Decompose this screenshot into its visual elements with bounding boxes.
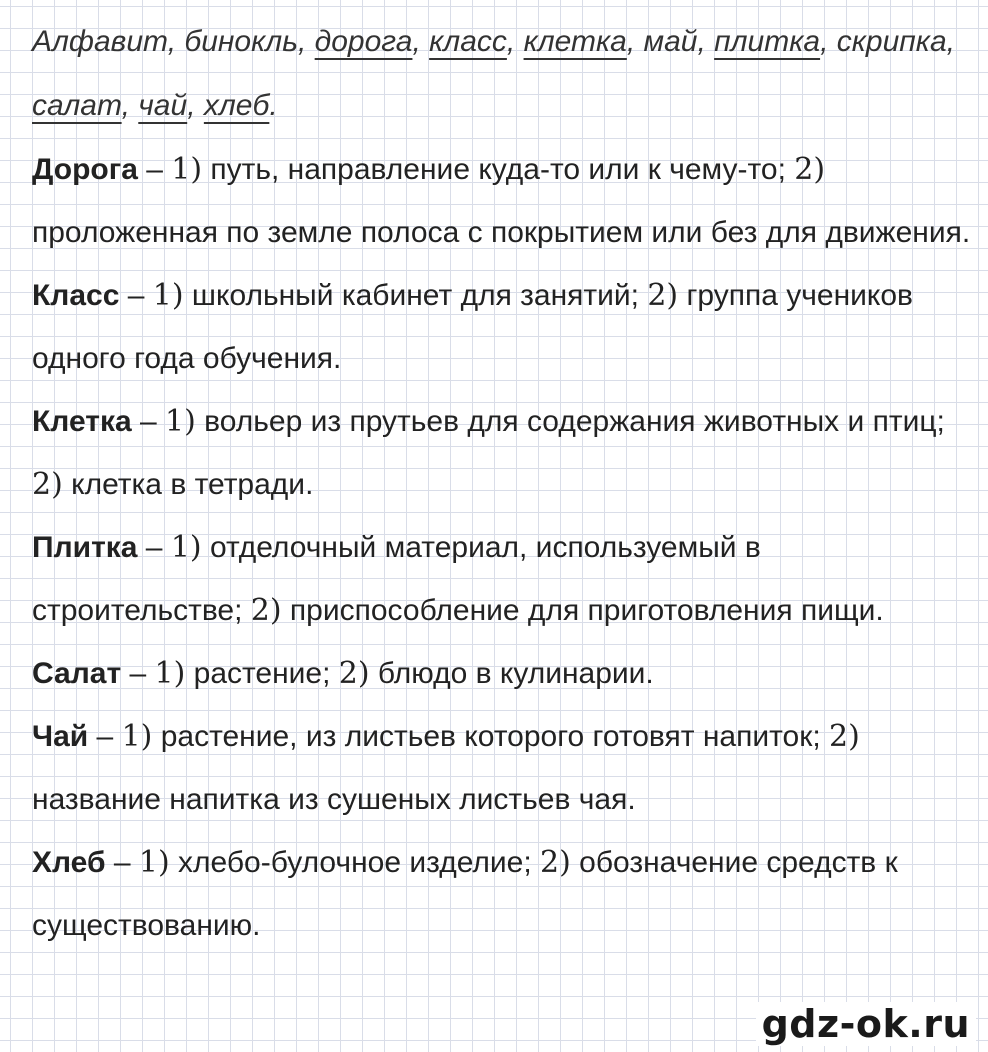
word: скрипка bbox=[836, 25, 947, 58]
meaning-text: растение, из листьев которого готовят напиток; bbox=[152, 720, 829, 753]
definition-entry bbox=[32, 390, 972, 516]
meaning-number: 2) bbox=[540, 845, 571, 880]
word-separator: , bbox=[697, 25, 715, 58]
meaning-text: вольер из прутьев для содержания животных и птиц; bbox=[195, 405, 945, 438]
meaning-number: 2) bbox=[647, 278, 679, 313]
meaning-text: хлебо-булочное изделие; bbox=[169, 846, 540, 879]
definition-entry bbox=[32, 138, 972, 264]
entry-term: Дорога bbox=[32, 153, 138, 186]
meaning-number: 1) bbox=[165, 404, 196, 439]
meaning-number: 1) bbox=[154, 656, 186, 691]
entry-term: Хлеб bbox=[32, 846, 106, 879]
meaning-number: 1) bbox=[171, 152, 203, 187]
meaning-text: растение; bbox=[185, 657, 339, 690]
meaning-text: путь, направление куда-то или к чему-то; bbox=[202, 153, 795, 186]
word-separator: , bbox=[167, 25, 185, 58]
entry-term: Плитка bbox=[32, 531, 138, 564]
meaning-number: 2) bbox=[794, 152, 826, 187]
word-separator: . bbox=[269, 89, 278, 122]
meaning-number: 1) bbox=[121, 719, 153, 754]
entry-dash: – bbox=[137, 153, 172, 186]
word: май bbox=[643, 25, 698, 58]
meaning-text: блюдо в кулинарии. bbox=[369, 657, 654, 690]
meaning-number: 1) bbox=[170, 530, 202, 565]
word-list bbox=[32, 10, 972, 138]
word-separator: , bbox=[506, 25, 524, 58]
definition-entry bbox=[32, 516, 972, 642]
underlined-word: клетка bbox=[523, 25, 627, 58]
entry-dash: – bbox=[105, 846, 139, 879]
word-separator: , bbox=[412, 25, 430, 58]
meaning-text: приспособление для приготовления пищи. bbox=[281, 594, 884, 627]
meaning-number: 2) bbox=[32, 467, 63, 502]
word-separator: , bbox=[820, 25, 837, 58]
underlined-word: класс bbox=[429, 25, 507, 58]
word-separator: , bbox=[626, 25, 644, 58]
underlined-word: салат bbox=[32, 89, 122, 122]
meaning-text: клетка в тетради. bbox=[62, 468, 314, 501]
entry-term: Чай bbox=[32, 720, 89, 753]
definition-entry bbox=[32, 705, 972, 831]
definitions-list bbox=[32, 138, 972, 957]
underlined-word: дорога bbox=[314, 25, 413, 58]
meaning-number: 2) bbox=[338, 656, 370, 691]
meaning-text: школьный кабинет для занятий; bbox=[183, 279, 648, 312]
meaning-number: 2) bbox=[250, 593, 282, 628]
meaning-text: обозначение средств к существованию. bbox=[32, 846, 898, 942]
meaning-text: группа учеников одного года обучения. bbox=[32, 279, 913, 375]
site-watermark: gdz-ok.ru bbox=[756, 1002, 976, 1046]
entry-dash: – bbox=[121, 657, 155, 690]
entry-dash: – bbox=[137, 531, 171, 564]
entry-term: Класс bbox=[32, 279, 120, 312]
entry-dash: – bbox=[88, 720, 122, 753]
underlined-word: хлеб bbox=[203, 89, 270, 122]
underlined-word: плитка bbox=[714, 25, 821, 58]
meaning-number: 1) bbox=[152, 278, 184, 313]
word-separator: , bbox=[946, 25, 955, 58]
entry-dash: – bbox=[131, 405, 166, 438]
word: Алфавит bbox=[32, 25, 168, 58]
underlined-word: чай bbox=[138, 89, 188, 122]
definition-entry bbox=[32, 642, 972, 705]
word-separator: , bbox=[297, 25, 315, 58]
word-separator: , bbox=[121, 89, 139, 122]
definition-entry bbox=[32, 831, 972, 957]
meaning-text: название напитка из сушеных листьев чая. bbox=[32, 783, 636, 816]
word-separator: , bbox=[187, 89, 204, 122]
meaning-text: отделочный материал, используемый в строительстве; bbox=[32, 531, 761, 627]
entry-dash: – bbox=[119, 279, 153, 312]
meaning-text: проложенная по земле полоса с покрытием или без для движения. bbox=[32, 216, 971, 249]
word: бинокль bbox=[184, 25, 298, 58]
meaning-number: 1) bbox=[138, 845, 170, 880]
entry-term: Клетка bbox=[32, 405, 132, 438]
document-page bbox=[32, 10, 972, 957]
entry-term: Салат bbox=[32, 657, 122, 690]
definition-entry bbox=[32, 264, 972, 390]
meaning-number: 2) bbox=[829, 719, 860, 754]
